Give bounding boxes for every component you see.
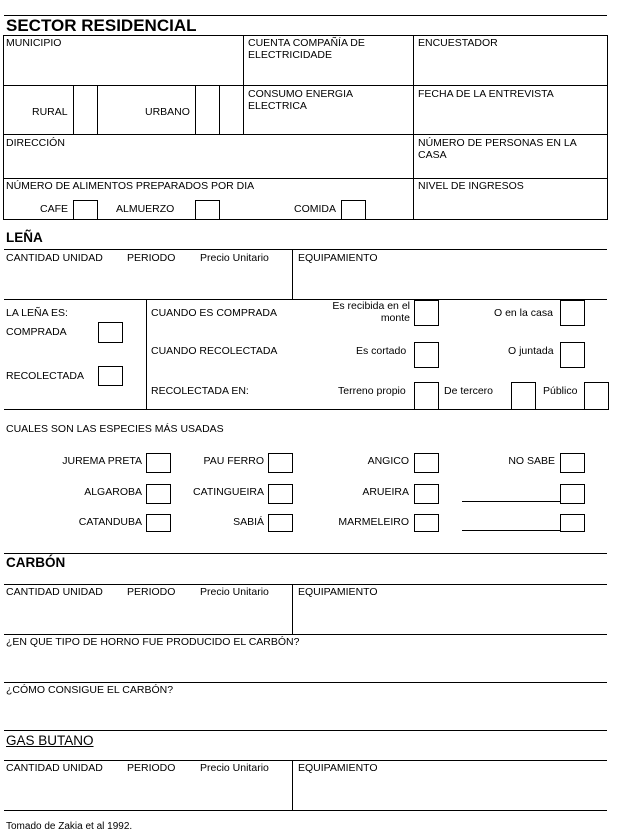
- juntada-checkbox[interactable]: [560, 342, 585, 368]
- especie-checkbox[interactable]: [268, 514, 293, 532]
- personas-label: NÚMERO DE PERSONAS EN LA CASA: [418, 137, 577, 161]
- col-divider: [292, 584, 293, 634]
- ingresos-label: NIVEL DE INGRESOS: [418, 180, 524, 192]
- carbon-rule: [4, 634, 607, 635]
- comprada-label: COMPRADA: [6, 326, 67, 338]
- carbon-top-rule: [4, 553, 607, 554]
- gas-equipamiento: EQUIPAMIENTO: [298, 762, 378, 774]
- comida-checkbox[interactable]: [341, 200, 366, 220]
- cafe-label: CAFE: [40, 203, 69, 215]
- carbon-equipamiento: EQUIPAMIENTO: [298, 586, 378, 598]
- especie-label: CATINGUEIRA: [193, 486, 264, 498]
- source-note: Tomado de Zakia et al 1992.: [6, 821, 133, 832]
- gas-cantidad: CANTIDAD UNIDAD: [6, 762, 103, 774]
- col-divider: [146, 299, 147, 409]
- general-table: [3, 35, 608, 220]
- gas-precio: Precio Unitario: [200, 762, 269, 774]
- col-divider: [97, 85, 98, 135]
- cortado-label: Es cortado: [356, 345, 407, 357]
- especie-checkbox[interactable]: [414, 453, 439, 473]
- terreno-label: Terreno propio: [338, 385, 406, 397]
- gas-periodo: PERIODO: [127, 762, 176, 774]
- publico-checkbox[interactable]: [584, 382, 609, 410]
- lena-cantidad: CANTIDAD UNIDAD: [6, 252, 103, 264]
- rural-label: RURAL: [32, 106, 68, 118]
- carbon-precio: Precio Unitario: [200, 586, 269, 598]
- lena-rule: [4, 299, 607, 300]
- carbon-rule: [4, 584, 607, 585]
- gas-top-rule: [4, 730, 607, 731]
- especie-label: NO SABE: [508, 455, 555, 467]
- almuerzo-label: ALMUERZO: [116, 203, 175, 215]
- carbon-cantidad: CANTIDAD UNIDAD: [6, 586, 103, 598]
- cortado-checkbox[interactable]: [414, 342, 439, 368]
- recolectada-label: RECOLECTADA: [6, 370, 84, 382]
- especie-checkbox[interactable]: [414, 514, 439, 532]
- especie-label: PAU FERRO: [203, 455, 264, 467]
- carbon-title: CARBÓN: [6, 555, 66, 570]
- municipio-label: MUNICIPIO: [6, 37, 62, 49]
- row-divider: [3, 134, 608, 135]
- especie-label: MARMELEIRO: [338, 516, 409, 528]
- publico-label: Público: [543, 385, 578, 397]
- gas-rule: [4, 760, 607, 761]
- especie-checkbox[interactable]: [146, 514, 171, 532]
- fecha-label: FECHA DE LA ENTREVISTA: [418, 88, 554, 100]
- lena-periodo: PERIODO: [127, 252, 176, 264]
- consigue-question: ¿CÓMO CONSIGUE EL CARBÓN?: [6, 684, 174, 696]
- col-divider: [195, 85, 196, 135]
- terreno-checkbox[interactable]: [414, 382, 439, 410]
- especies-question: CUALES SON LAS ESPECIES MÁS USADAS: [6, 423, 224, 435]
- col-divider: [219, 85, 220, 135]
- recibida-checkbox[interactable]: [414, 300, 439, 326]
- lena-rule: [4, 249, 607, 250]
- row-divider: [3, 178, 608, 179]
- recolectada-en-label: RECOLECTADA EN:: [151, 385, 249, 397]
- alimentos-label: NÚMERO DE ALIMENTOS PREPARADOS POR DIA: [6, 180, 255, 192]
- especie-label: ALGAROBA: [84, 486, 142, 498]
- carbon-periodo: PERIODO: [127, 586, 176, 598]
- lena-precio: Precio Unitario: [200, 252, 269, 264]
- tercero-checkbox[interactable]: [511, 382, 536, 410]
- especie-checkbox[interactable]: [560, 514, 585, 532]
- recolectada-checkbox[interactable]: [98, 366, 123, 386]
- especie-label: ARUEIRA: [362, 486, 409, 498]
- especie-checkbox[interactable]: [146, 453, 171, 473]
- especie-checkbox[interactable]: [146, 484, 171, 504]
- encuestador-label: ENCUESTADOR: [418, 37, 498, 49]
- lena-rule: [4, 409, 607, 410]
- comida-label: COMIDA: [294, 203, 336, 215]
- direccion-label: DIRECCIÓN: [6, 137, 65, 149]
- consumo-label: CONSUMO ENERGIA ELECTRICA: [248, 88, 353, 112]
- cafe-checkbox[interactable]: [73, 200, 98, 220]
- especie-checkbox[interactable]: [560, 484, 585, 504]
- especie-checkbox[interactable]: [268, 453, 293, 473]
- especie-label: JUREMA PRETA: [62, 455, 142, 467]
- lena-title: LEÑA: [6, 230, 43, 245]
- row-divider: [3, 85, 608, 86]
- col-divider: [73, 85, 74, 135]
- cuando-recolectada-label: CUANDO RECOLECTADA: [151, 345, 278, 357]
- comprada-checkbox[interactable]: [98, 322, 123, 343]
- especie-checkbox[interactable]: [414, 484, 439, 504]
- col-divider: [292, 760, 293, 810]
- especie-checkbox[interactable]: [268, 484, 293, 504]
- gas-rule: [4, 810, 607, 811]
- especie-label: SABIÁ: [233, 516, 264, 528]
- cuando-comprada-label: CUANDO ES COMPRADA: [151, 307, 278, 319]
- especie-label: CATANDUBA: [78, 516, 142, 528]
- en-casa-checkbox[interactable]: [560, 300, 585, 326]
- gas-title: GAS BUTANO: [6, 733, 94, 748]
- page-title: SECTOR RESIDENCIAL: [6, 16, 197, 35]
- tercero-label: De tercero: [444, 385, 494, 397]
- urbano-label: URBANO: [145, 106, 190, 118]
- horno-question: ¿EN QUE TIPO DE HORNO FUE PRODUCIDO EL CARBÓN?: [6, 636, 300, 648]
- col-divider: [413, 35, 414, 220]
- col-divider: [292, 249, 293, 299]
- recibida-label: Es recibida en el monte: [332, 300, 410, 324]
- other-species-line: [462, 530, 560, 531]
- carbon-rule: [4, 682, 607, 683]
- lena-es-label: LA LEÑA ES:: [6, 307, 68, 319]
- especie-label: ANGICO: [367, 455, 409, 467]
- lena-equipamiento: EQUIPAMIENTO: [298, 252, 378, 264]
- other-species-line: [462, 501, 560, 502]
- almuerzo-checkbox[interactable]: [195, 200, 220, 220]
- especie-checkbox[interactable]: [560, 453, 585, 473]
- cuenta-label: CUENTA COMPAÑÍA DE ELECTRICIDADE: [248, 37, 365, 61]
- col-divider: [243, 35, 244, 135]
- juntada-label: O juntada: [508, 345, 554, 357]
- en-casa-label: O en la casa: [494, 307, 553, 319]
